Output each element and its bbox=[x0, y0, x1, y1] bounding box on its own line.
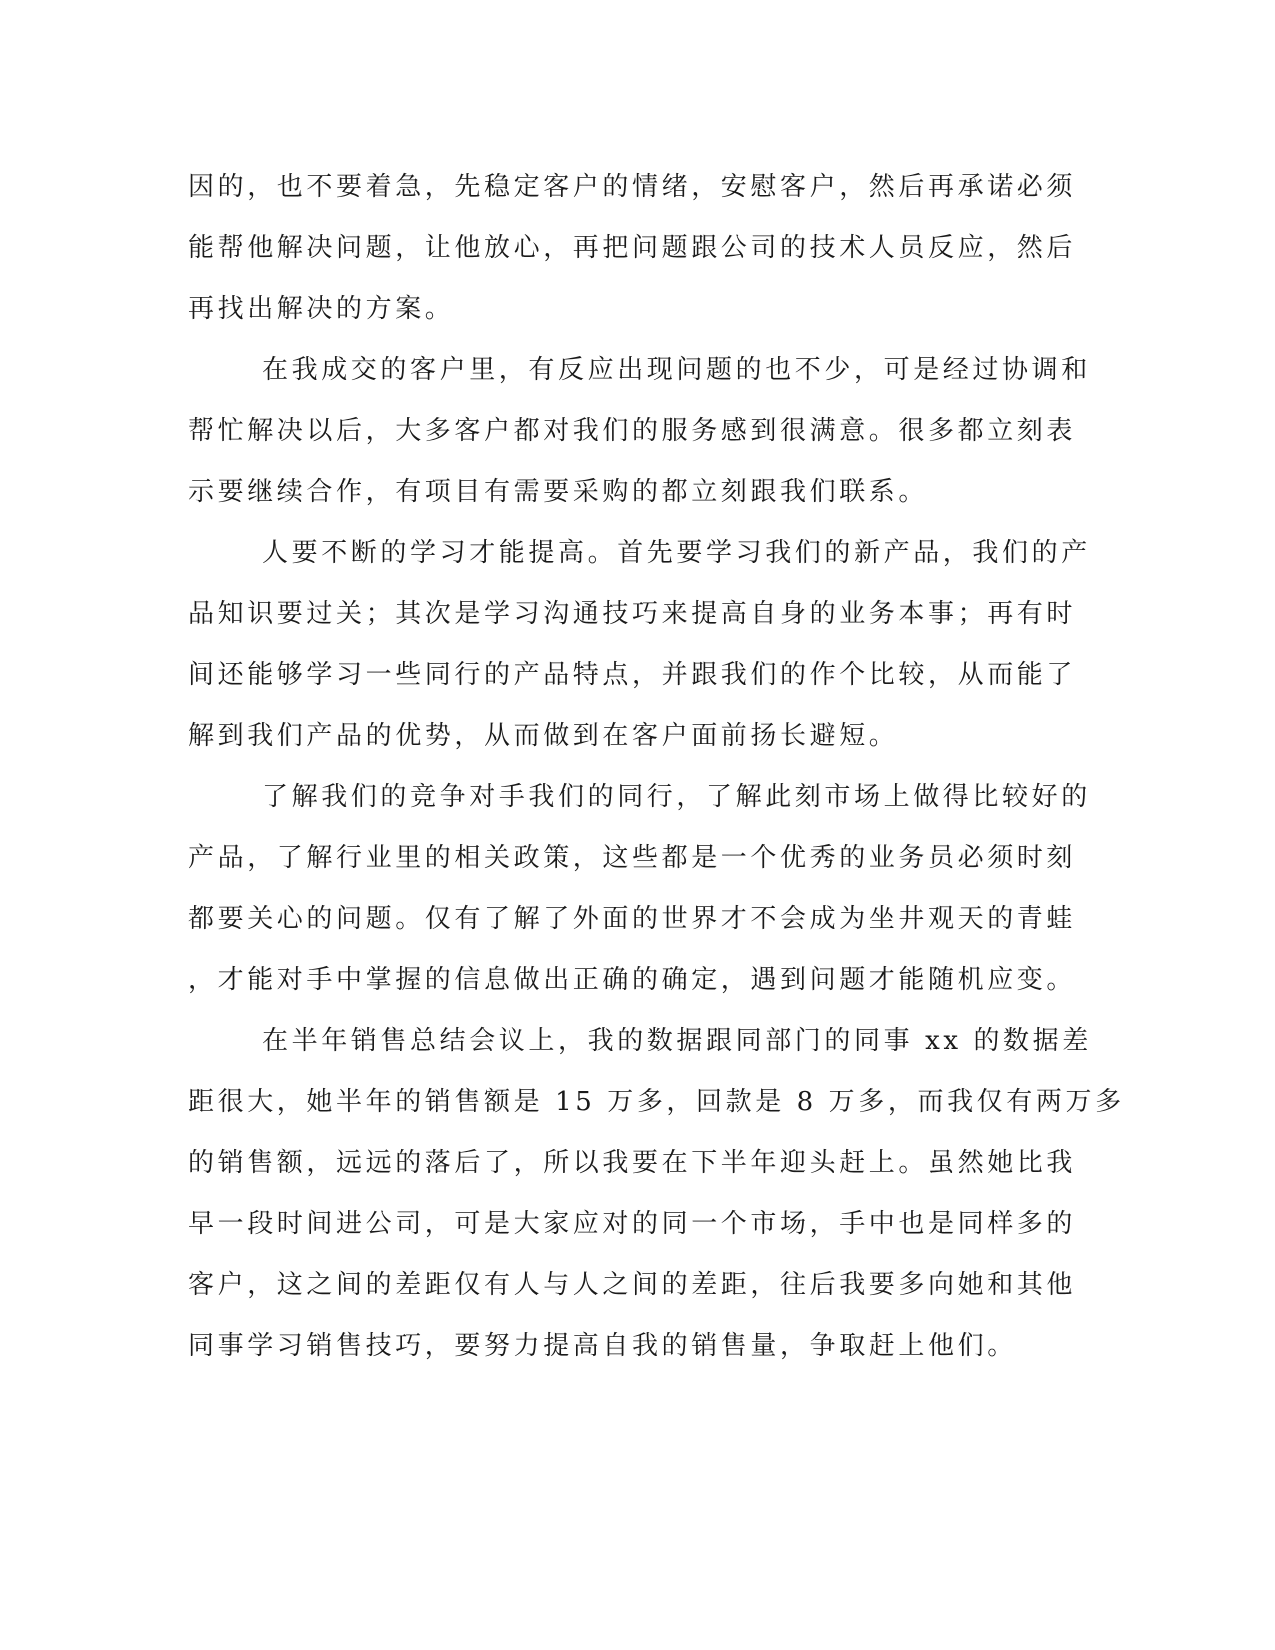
paragraph-line: 同事学习销售技巧，要努力提高自我的销售量，争取赶上他们。 bbox=[188, 1331, 1017, 1361]
paragraph-line: 的销售额，远远的落后了，所以我要在下半年迎头赶上。虽然她比我 bbox=[188, 1148, 1077, 1178]
paragraph-first-line: 在半年销售总结会议上，我的数据跟同部门的同事 xx 的数据差 bbox=[262, 1026, 1092, 1056]
paragraph-first-line: 人要不断的学习才能提高。首先要学习我们的新产品，我们的产 bbox=[262, 538, 1091, 568]
paragraph-line: 帮忙解决以后，大多客户都对我们的服务感到很满意。很多都立刻表 bbox=[188, 416, 1077, 446]
paragraph-line: 早一段时间进公司，可是大家应对的同一个市场，手中也是同样多的 bbox=[188, 1209, 1077, 1239]
paragraph-line: 客户，这之间的差距仅有人与人之间的差距，往后我要多向她和其他 bbox=[188, 1270, 1077, 1300]
paragraph-line: 因的，也不要着急，先稳定客户的情绪，安慰客户，然后再承诺必须 bbox=[188, 172, 1077, 202]
paragraph-line: 解到我们产品的优势，从而做到在客户面前扬长避短。 bbox=[188, 721, 899, 751]
paragraph-line: 示要继续合作，有项目有需要采购的都立刻跟我们联系。 bbox=[188, 477, 929, 507]
paragraph-line: ，才能对手中掌握的信息做出正确的确定，遇到问题才能随机应变。 bbox=[188, 965, 1077, 995]
paragraph-line: 产品，了解行业里的相关政策，这些都是一个优秀的业务员必须时刻 bbox=[188, 843, 1077, 873]
document-body bbox=[188, 157, 1125, 1377]
paragraph-line: 能帮他解决问题，让他放心，再把问题跟公司的技术人员反应，然后 bbox=[188, 233, 1077, 263]
paragraph-first-line: 在我成交的客户里，有反应出现问题的也不少，可是经过协调和 bbox=[262, 355, 1091, 385]
paragraph-line: 再找出解决的方案。 bbox=[188, 294, 455, 324]
paragraph-first-line: 了解我们的竞争对手我们的同行，了解此刻市场上做得比较好的 bbox=[262, 782, 1091, 812]
paragraph-line: 间还能够学习一些同行的产品特点，并跟我们的作个比较，从而能了 bbox=[188, 660, 1077, 690]
paragraph-line: 品知识要过关；其次是学习沟通技巧来提高自身的业务本事；再有时 bbox=[188, 599, 1077, 629]
paragraph-line: 距很大，她半年的销售额是 15 万多，回款是 8 万多，而我仅有两万多 bbox=[188, 1087, 1125, 1117]
paragraph-line: 都要关心的问题。仅有了解了外面的世界才不会成为坐井观天的青蛙 bbox=[188, 904, 1077, 934]
